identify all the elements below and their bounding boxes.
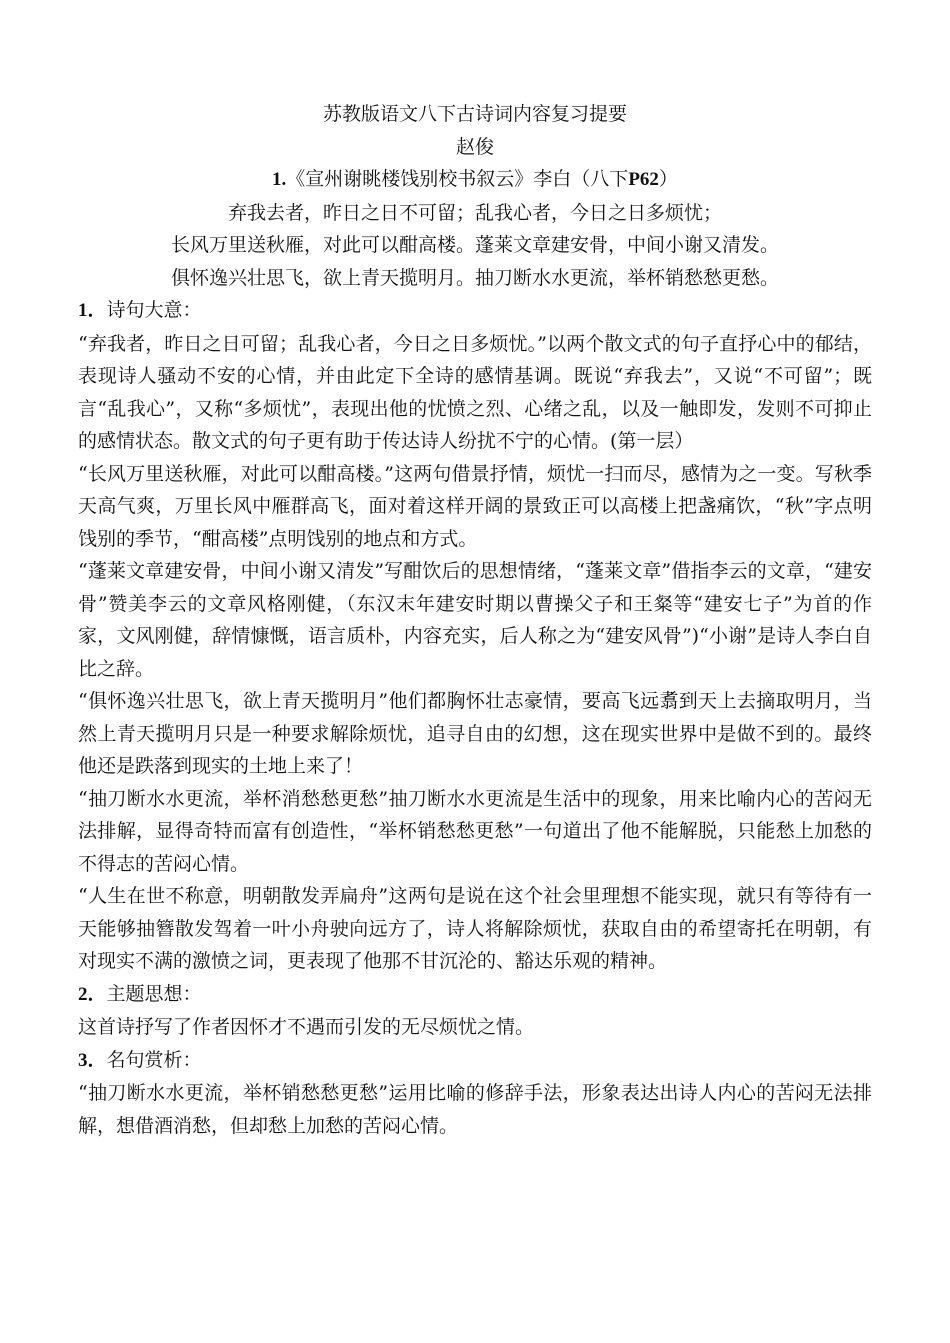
section-heading-text: 主题思想：: [106, 982, 202, 1005]
paragraph: “抽刀断水水更流，举杯销愁愁更愁”运用比喻的修辞手法，形象表达出诗人内心的苦闷无法排解，想借酒消愁，但却愁上加愁的苦闷心情。: [78, 1082, 872, 1137]
paragraph: 这首诗抒写了作者因怀才不遇而引发的无尽烦忧之情。: [78, 1016, 535, 1038]
poem-page-ref: P62: [628, 169, 659, 190]
paragraph: “抽刀断水水更流，举杯消愁愁更愁”抽刀断水水更流是生活中的现象，用来比喻内心的苦闷无法排解，显得奇特而富有创造性，“举杯销愁愁更愁”一句道出了他不能解脱，只能愁上加愁的不得志的苦闷心情。: [78, 787, 872, 875]
section-heading-meaning: [78, 294, 872, 328]
poem-heading: [78, 163, 872, 197]
paragraph: “蓬莱文章建安骨，中间小谢又清发”写酣饮后的思想情绪，“蓬莱文章”借指李云的文章，“建安骨”赞美李云的文章风格刚健，（东汉末年建安时期以曹操父子和王粲等“建安七子”为首的作家，文风刚健，辞情慷慨，语言质朴，内容充实，后人称之为“建安风骨”)“小谢”是诗人李白自比之辞。: [78, 560, 872, 680]
paragraph: “弃我者，昨日之日可留；乱我心者，今日之日多烦忧。”以两个散文式的句子直抒心中的郁结，表现诗人骚动不安的心情，并由此定下全诗的感情基调。既说“弃我去”，又说“不可留”；既言“乱我心”，又称“多烦忧”，表现出他的忧愤之烈、心绪之乱，以及一触即发，发则不可抑止的感情状态。散文式的句子更有助于传达诗人纷扰不宁的心情。(第一层）: [78, 332, 872, 452]
poem-line: 长风万里送秋雁，对此可以酣高楼。蓬莱文章建安骨，中间小谢又清发。: [170, 234, 779, 256]
poem-number: 1.: [272, 169, 287, 190]
section-number: 2．: [78, 983, 107, 1005]
section-heading-text: 名句赏析：: [106, 1048, 202, 1071]
section-number: 1．: [78, 300, 107, 321]
document-title: 苏教版语文八下古诗词内容复习提要: [322, 103, 627, 125]
paragraph: “人生在世不称意，明朝散发弄扁舟”这两句是说在这个社会里理想不能实现，就只有等待有一天能够抽簪散发驾着一叶小舟驶向远方了，诗人将解除烦忧，获取自由的希望寄托在明朝，有对现实不满的激愤之词，更表现了他那不甘沉沦的、豁达乐观的精神。: [78, 885, 872, 972]
poem-ref-close: ）: [658, 168, 678, 190]
paragraph: “长风万里送秋雁，对此可以酣高楼。”这两句借景抒情，烦忧一扫而尽，感情为之一变。写秋季天高气爽，万里长风中雁群高飞，面对着这样开阔的景致正可以高楼上把盏痛饮，“秋”字点明饯别的季节，“酣高楼”点明饯别的地点和方式。: [78, 462, 872, 550]
poem-title: 《宣州谢眺楼饯别校书叙云》李白（八下: [286, 168, 629, 190]
section-heading-appreciation: [78, 1044, 872, 1078]
section-heading-text: 诗句大意：: [106, 299, 202, 321]
section-heading-theme: [78, 978, 872, 1012]
paragraph: “俱怀逸兴壮思飞，欲上青天揽明月”他们都胸怀壮志豪情，要高飞远翥到天上去摘取明月，当然上青天揽明月只是一种要求解除烦忧，追寻自由的幻想，这在现实世界中是做不到的。最终他还是跌落到现实的土地上来了！: [78, 690, 872, 777]
author-name: 赵俊: [455, 135, 494, 158]
section-number: 3．: [78, 1049, 107, 1071]
poem-line: 俱怀逸兴壮思飞，欲上青天揽明月。抽刀断水水更流，举杯销愁愁更愁。: [170, 266, 779, 289]
poem-line: 弃我去者，昨日之日不可留；乱我心者，今日之日多烦忧；: [227, 201, 722, 224]
